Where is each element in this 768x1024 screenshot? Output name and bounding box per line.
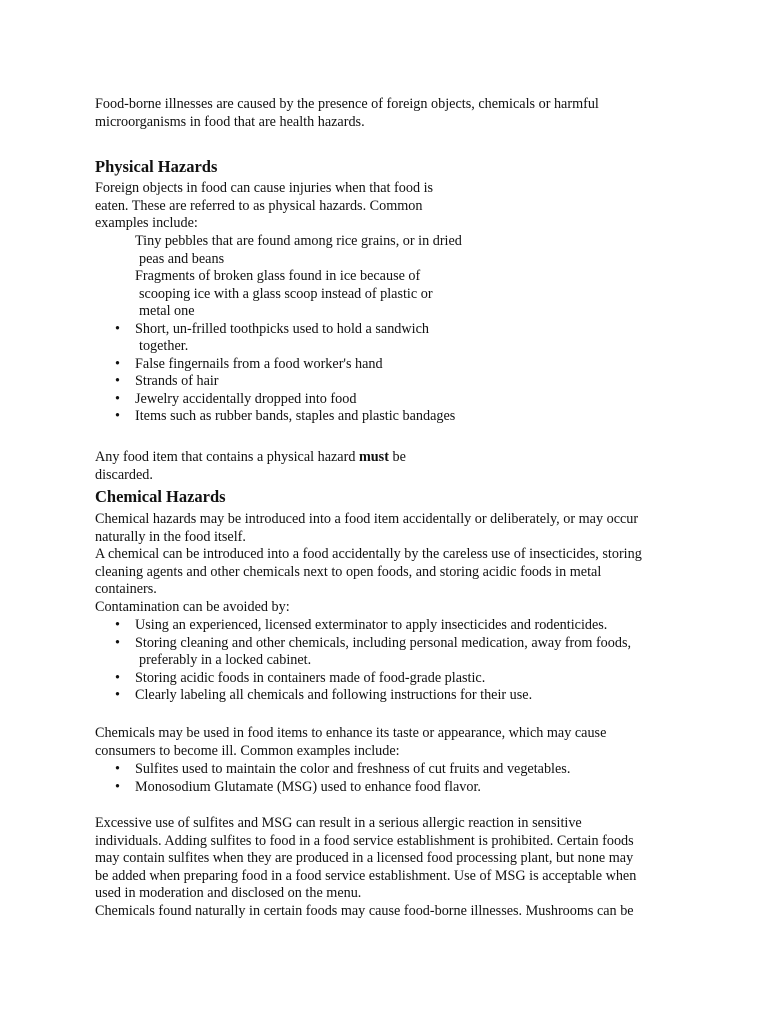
bullet-icon: • — [115, 390, 120, 407]
bullet-icon: • — [115, 761, 120, 777]
discard-paragraph — [95, 449, 465, 484]
list-item — [95, 233, 515, 268]
chemical-hazards-paragraph — [95, 511, 685, 616]
paragraph-line: eaten. These are referred to as physical hazards. Common — [95, 197, 423, 214]
physical-hazards-paragraph — [95, 180, 465, 233]
list-item — [95, 687, 695, 705]
list-item-text: Monosodium Glutamate (MSG) used to enhance food flavor. — [135, 778, 481, 795]
list-item-continuation: scooping ice with a glass scoop instead of plastic or — [139, 285, 433, 302]
list-item-continuation: peas and beans — [139, 250, 225, 267]
list-item-text: Tiny pebbles that are found among rice grains, or in dried — [135, 233, 462, 249]
paragraph-line: consumers to become ill. Common examples include: — [95, 742, 400, 759]
paragraph-line: Excessive use of sulfites and MSG can result in a serious allergic reaction in sensitive — [95, 815, 582, 831]
list-item-continuation: metal one — [139, 303, 195, 319]
paragraph-line: be added when preparing food in a food service establishment. Use of MSG is acceptable when — [95, 867, 637, 884]
intro-paragraph — [95, 96, 685, 131]
bullet-icon: • — [115, 320, 120, 337]
list-item — [95, 635, 695, 670]
list-item — [95, 670, 695, 688]
list-item-text: Jewelry accidentally dropped into food — [135, 390, 357, 407]
discard-text: be — [388, 449, 406, 465]
list-item-text: Storing acidic foods in containers made of food-grade plastic. — [135, 669, 486, 686]
list-item-text: Fragments of broken glass found in ice because of — [135, 268, 421, 284]
list-item-text: Storing cleaning and other chemicals, including personal medication, away from foods, — [135, 634, 632, 651]
paragraph-line: Chemical hazards may be introduced into a food item accidentally or deliberately, or may occur — [95, 511, 639, 527]
paragraph-line: used in moderation and disclosed on the menu. — [95, 885, 362, 901]
list-item — [95, 268, 515, 321]
list-item-text: Clearly labeling all chemicals and following instructions for their use. — [135, 687, 533, 703]
list-item-text: False fingernails from a food worker's hand — [135, 355, 383, 372]
list-item-text: Short, un-frilled toothpicks used to hold a sandwich — [135, 320, 429, 337]
list-item-text: Items such as rubber bands, staples and plastic bandages — [135, 408, 456, 424]
bullet-icon: • — [115, 355, 120, 372]
paragraph-line: cleaning agents and other chemicals next to open foods, and storing acidic foods in metal — [95, 563, 602, 580]
bullet-icon: • — [115, 669, 120, 686]
list-item — [95, 761, 695, 779]
paragraph-line: Foreign objects in food can cause injuries when that food is — [95, 180, 434, 196]
must-emphasis: must — [358, 449, 389, 465]
list-item-text: Using an experienced, licensed exterminator to apply insecticides and rodenticides. — [135, 617, 608, 633]
sulfites-msg-paragraph — [95, 815, 685, 920]
paragraph-line: may contain sulfites when they are produced in a licensed food processing plant, but none may — [95, 850, 634, 866]
bullet-icon: • — [115, 687, 120, 703]
bullet-icon: • — [115, 634, 120, 651]
list-item-text: Strands of hair — [135, 373, 219, 389]
list-item — [95, 373, 515, 391]
intro-line: microorganisms in food that are health hazards. — [95, 113, 365, 130]
chemicals-enhance-paragraph — [95, 725, 685, 760]
paragraph-line: examples include: — [95, 215, 198, 231]
bullet-icon: • — [115, 617, 120, 633]
discard-text: discarded. — [95, 466, 153, 483]
chemical-hazards-heading: Chemical Hazards — [95, 487, 226, 506]
avoid-contamination-list — [95, 617, 695, 705]
physical-hazards-heading: Physical Hazards — [95, 157, 218, 176]
intro-line: Food-borne illnesses are caused by the presence of foreign objects, chemicals or harmful — [95, 96, 599, 112]
paragraph-line: Contamination can be avoided by: — [95, 598, 290, 615]
list-item-continuation: preferably in a locked cabinet. — [139, 652, 312, 668]
bullet-icon: • — [115, 373, 120, 389]
paragraph-line: Chemicals may be used in food items to enhance its taste or appearance, which may cause — [95, 725, 607, 741]
paragraph-line: A chemical can be introduced into a food accidentally by the careless use of insecticides, storing — [95, 546, 642, 562]
bullet-icon: • — [115, 408, 120, 424]
paragraph-line: naturally in the food itself. — [95, 528, 246, 545]
list-item-text: Sulfites used to maintain the color and freshness of cut fruits and vegetables. — [135, 761, 571, 777]
list-item — [95, 408, 515, 426]
list-item — [95, 356, 515, 374]
list-item — [95, 617, 695, 635]
chemical-examples-list — [95, 761, 695, 796]
paragraph-line: Chemicals found naturally in certain foods may cause food-borne illnesses. Mushrooms can be — [95, 902, 634, 919]
discard-text: Any food item that contains a physical hazard — [95, 449, 359, 465]
list-item-continuation: together. — [139, 338, 189, 354]
list-item — [95, 321, 515, 356]
paragraph-line: containers. — [95, 581, 157, 597]
paragraph-line: individuals. Adding sulfites to food in a food service establishment is prohibited. Certain foods — [95, 832, 634, 849]
bullet-icon: • — [115, 778, 120, 795]
list-item — [95, 391, 515, 409]
list-item — [95, 779, 695, 797]
physical-hazards-list — [95, 233, 515, 426]
